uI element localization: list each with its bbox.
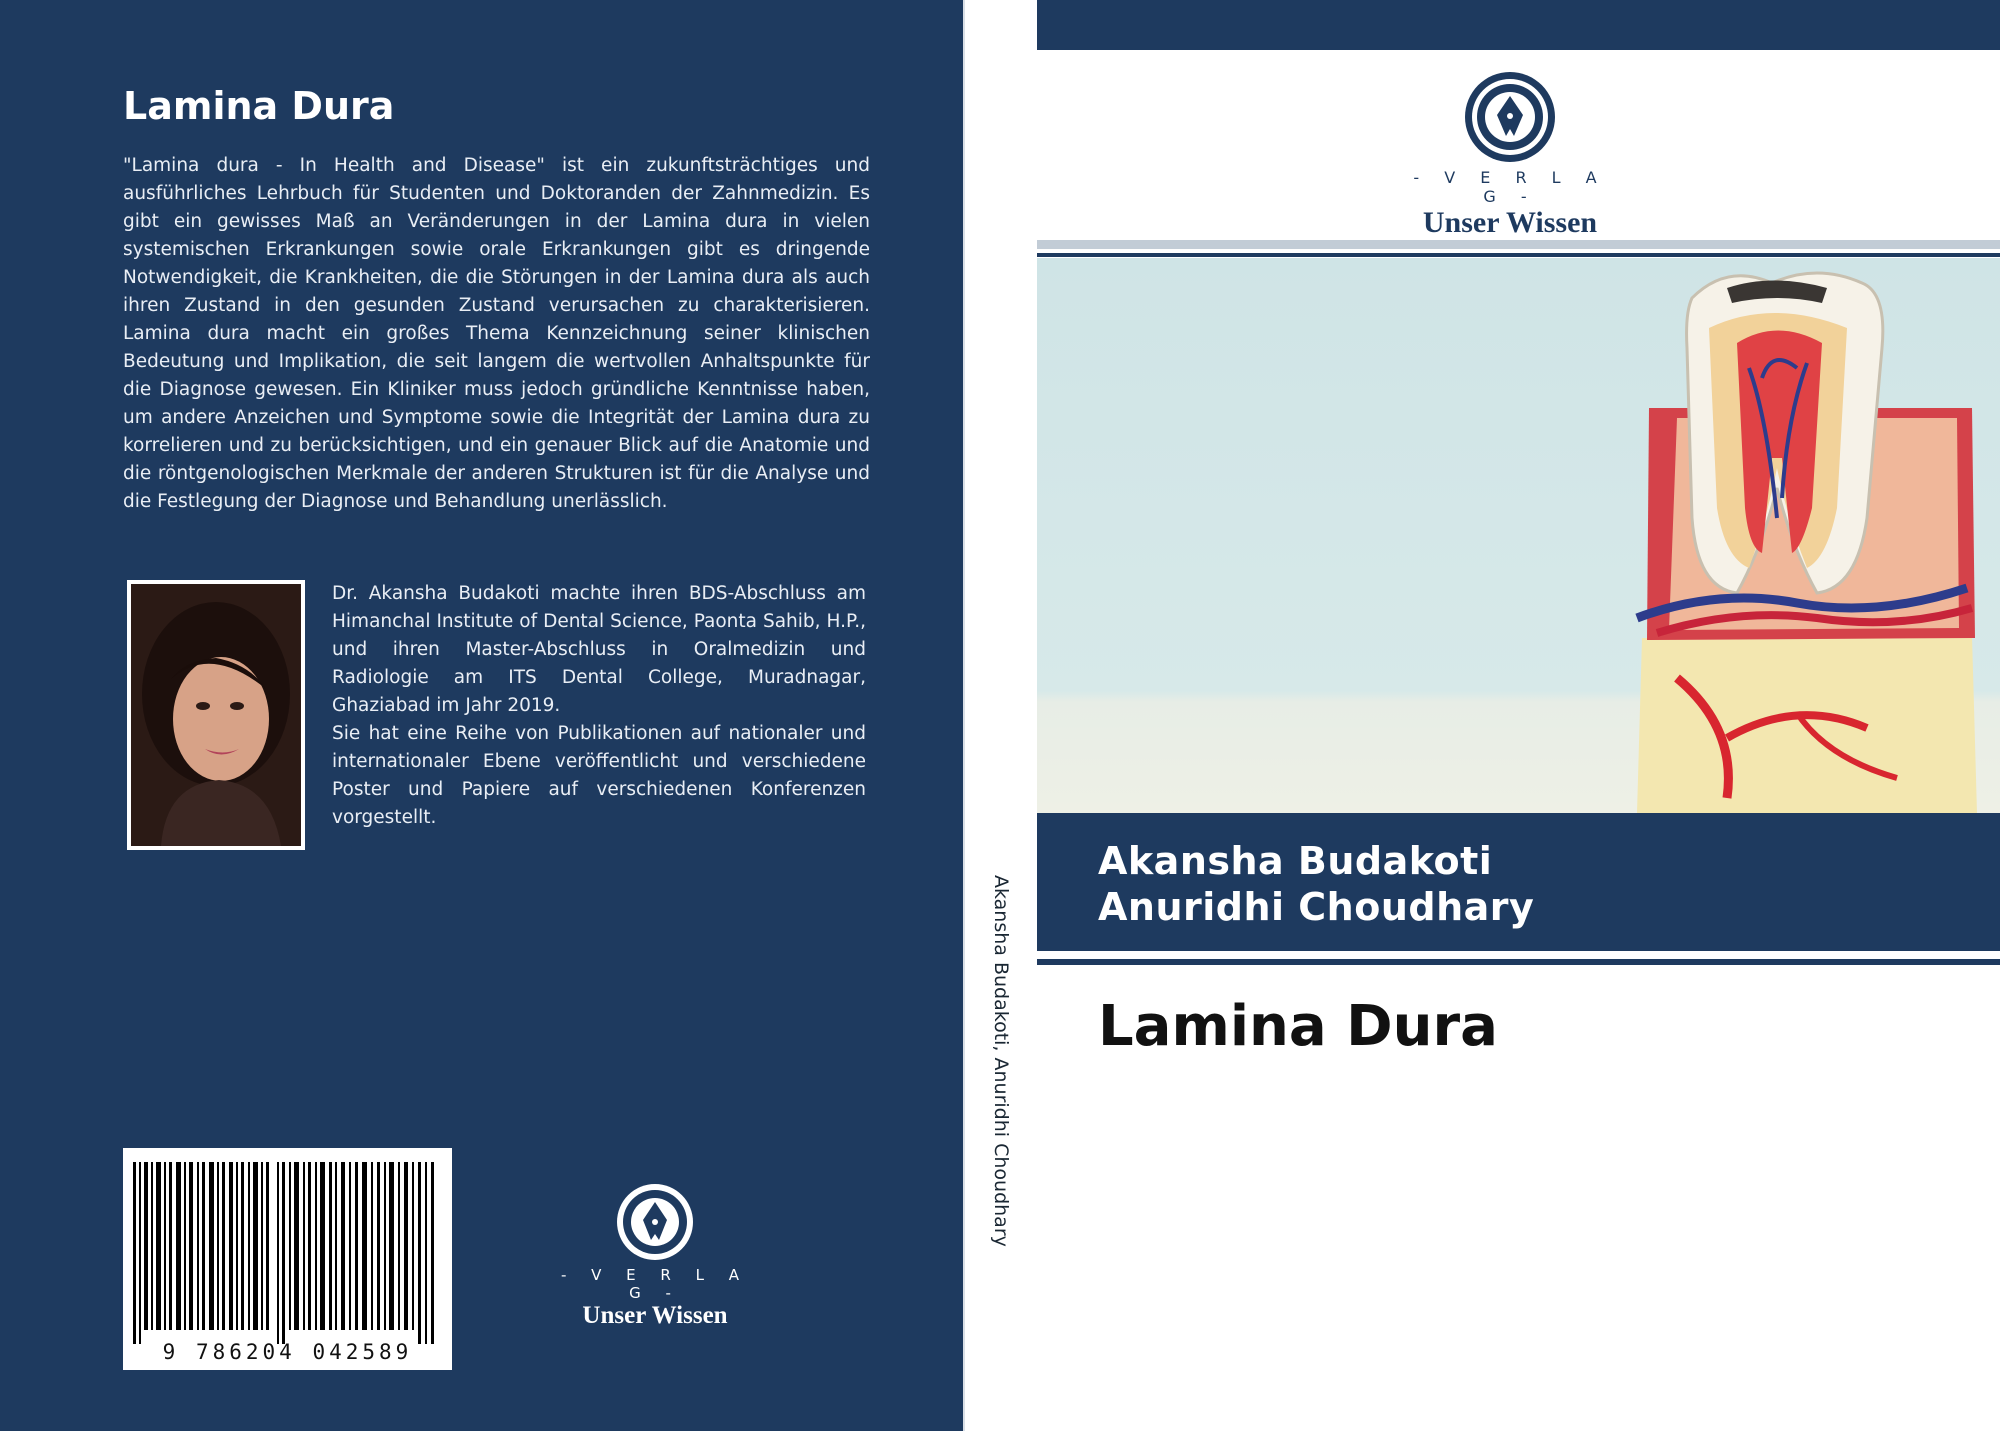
barcode-bars <box>123 1148 452 1344</box>
logo-name-text: Unser Wissen <box>582 1302 728 1329</box>
author-name: Akansha Budakoti <box>1098 839 1493 883</box>
bio-paragraph: Dr. Akansha Budakoti machte ihren BDS-Abschluss am Himanchal Institute of Dental Science, Paonta Sahib, H.P., und ihren Master-Abschluss in Oralmedizin und Radiologie am ITS Dental College, Muradnagar, Ghaziabad im Jahr 2019. <box>332 583 866 716</box>
author-name: Anuridhi Choudhary <box>1098 885 1535 929</box>
back-cover-blurb: "Lamina dura - In Health and Disease" ist ein zukunftsträchtiges und ausführliches Lehrbuch für Studenten und Doktoranden der Zahnmedizin. Es gibt ein gewisses Maß an Veränderungen in der Lamina dura in vielen systemischen Erkrankungen sowie orale Erkrankungen gibt es dringende Notwendigkeit, die Krankheiten, die die Störungen in der Lamina dura als auch ihren Zustand in den gesunden Zustand verursachen zu charakterisieren. Lamina dura macht ein großes Thema Kennzeichnung seiner klinischen Bedeutung und Implikation, die seit langem die wertvollen Anhaltspunkte für die Diagnose gewesen. Ein Kliniker muss jedoch gründliche Kenntnisse haben, um andere Anzeichen und Symptome sowie die Integrität der Lamina dura zu korrelieren und zu berücksichtigen, und ein genauer Blick auf die Anatomie und die röntgenologischen Merkmale der anderen Strukturen ist für die Analyse und die Festlegung der Diagnose und Behandlung unerlässlich. <box>123 155 870 512</box>
publisher-logo-back <box>560 1182 750 1330</box>
front-cover-title: Lamina Dura <box>1098 994 1498 1059</box>
logo-name-text: Unser Wissen <box>1422 206 1598 239</box>
divider-navy <box>1037 253 2000 257</box>
bio-paragraph: Sie hat eine Reihe von Publikationen auf nationaler und internationaler Ebene veröffentlicht und verschiedene Poster und Papiere auf verschiedenen Konferenzen vorgestellt. <box>332 723 866 828</box>
cover-photo-tooth-model <box>1037 258 2000 813</box>
pen-nib-emblem-icon <box>1463 70 1557 164</box>
divider-light <box>1037 240 2000 249</box>
back-cover <box>0 0 963 1431</box>
logo-verlag-text: - V E R L A G - <box>1413 168 1607 206</box>
author-portrait-image <box>131 584 301 846</box>
authors-band <box>1037 813 2000 951</box>
publisher-logo-front <box>1400 70 1620 240</box>
author-bio <box>332 580 866 832</box>
back-cover-title: Lamina Dura <box>123 84 395 128</box>
spine-authors: Akansha Budakoti, Anuridhi Choudhary <box>990 875 1012 1247</box>
divider-navy <box>1037 959 2000 965</box>
pen-nib-emblem-icon <box>615 1182 695 1262</box>
author-photo <box>127 580 305 850</box>
tooth-model-illustration <box>1037 258 2000 813</box>
isbn-number: 9 786204 042589 <box>162 1340 413 1364</box>
front-top-bar <box>1037 0 2000 50</box>
logo-verlag-text: - V E R L A G - <box>560 1266 750 1302</box>
isbn-barcode <box>123 1148 452 1370</box>
